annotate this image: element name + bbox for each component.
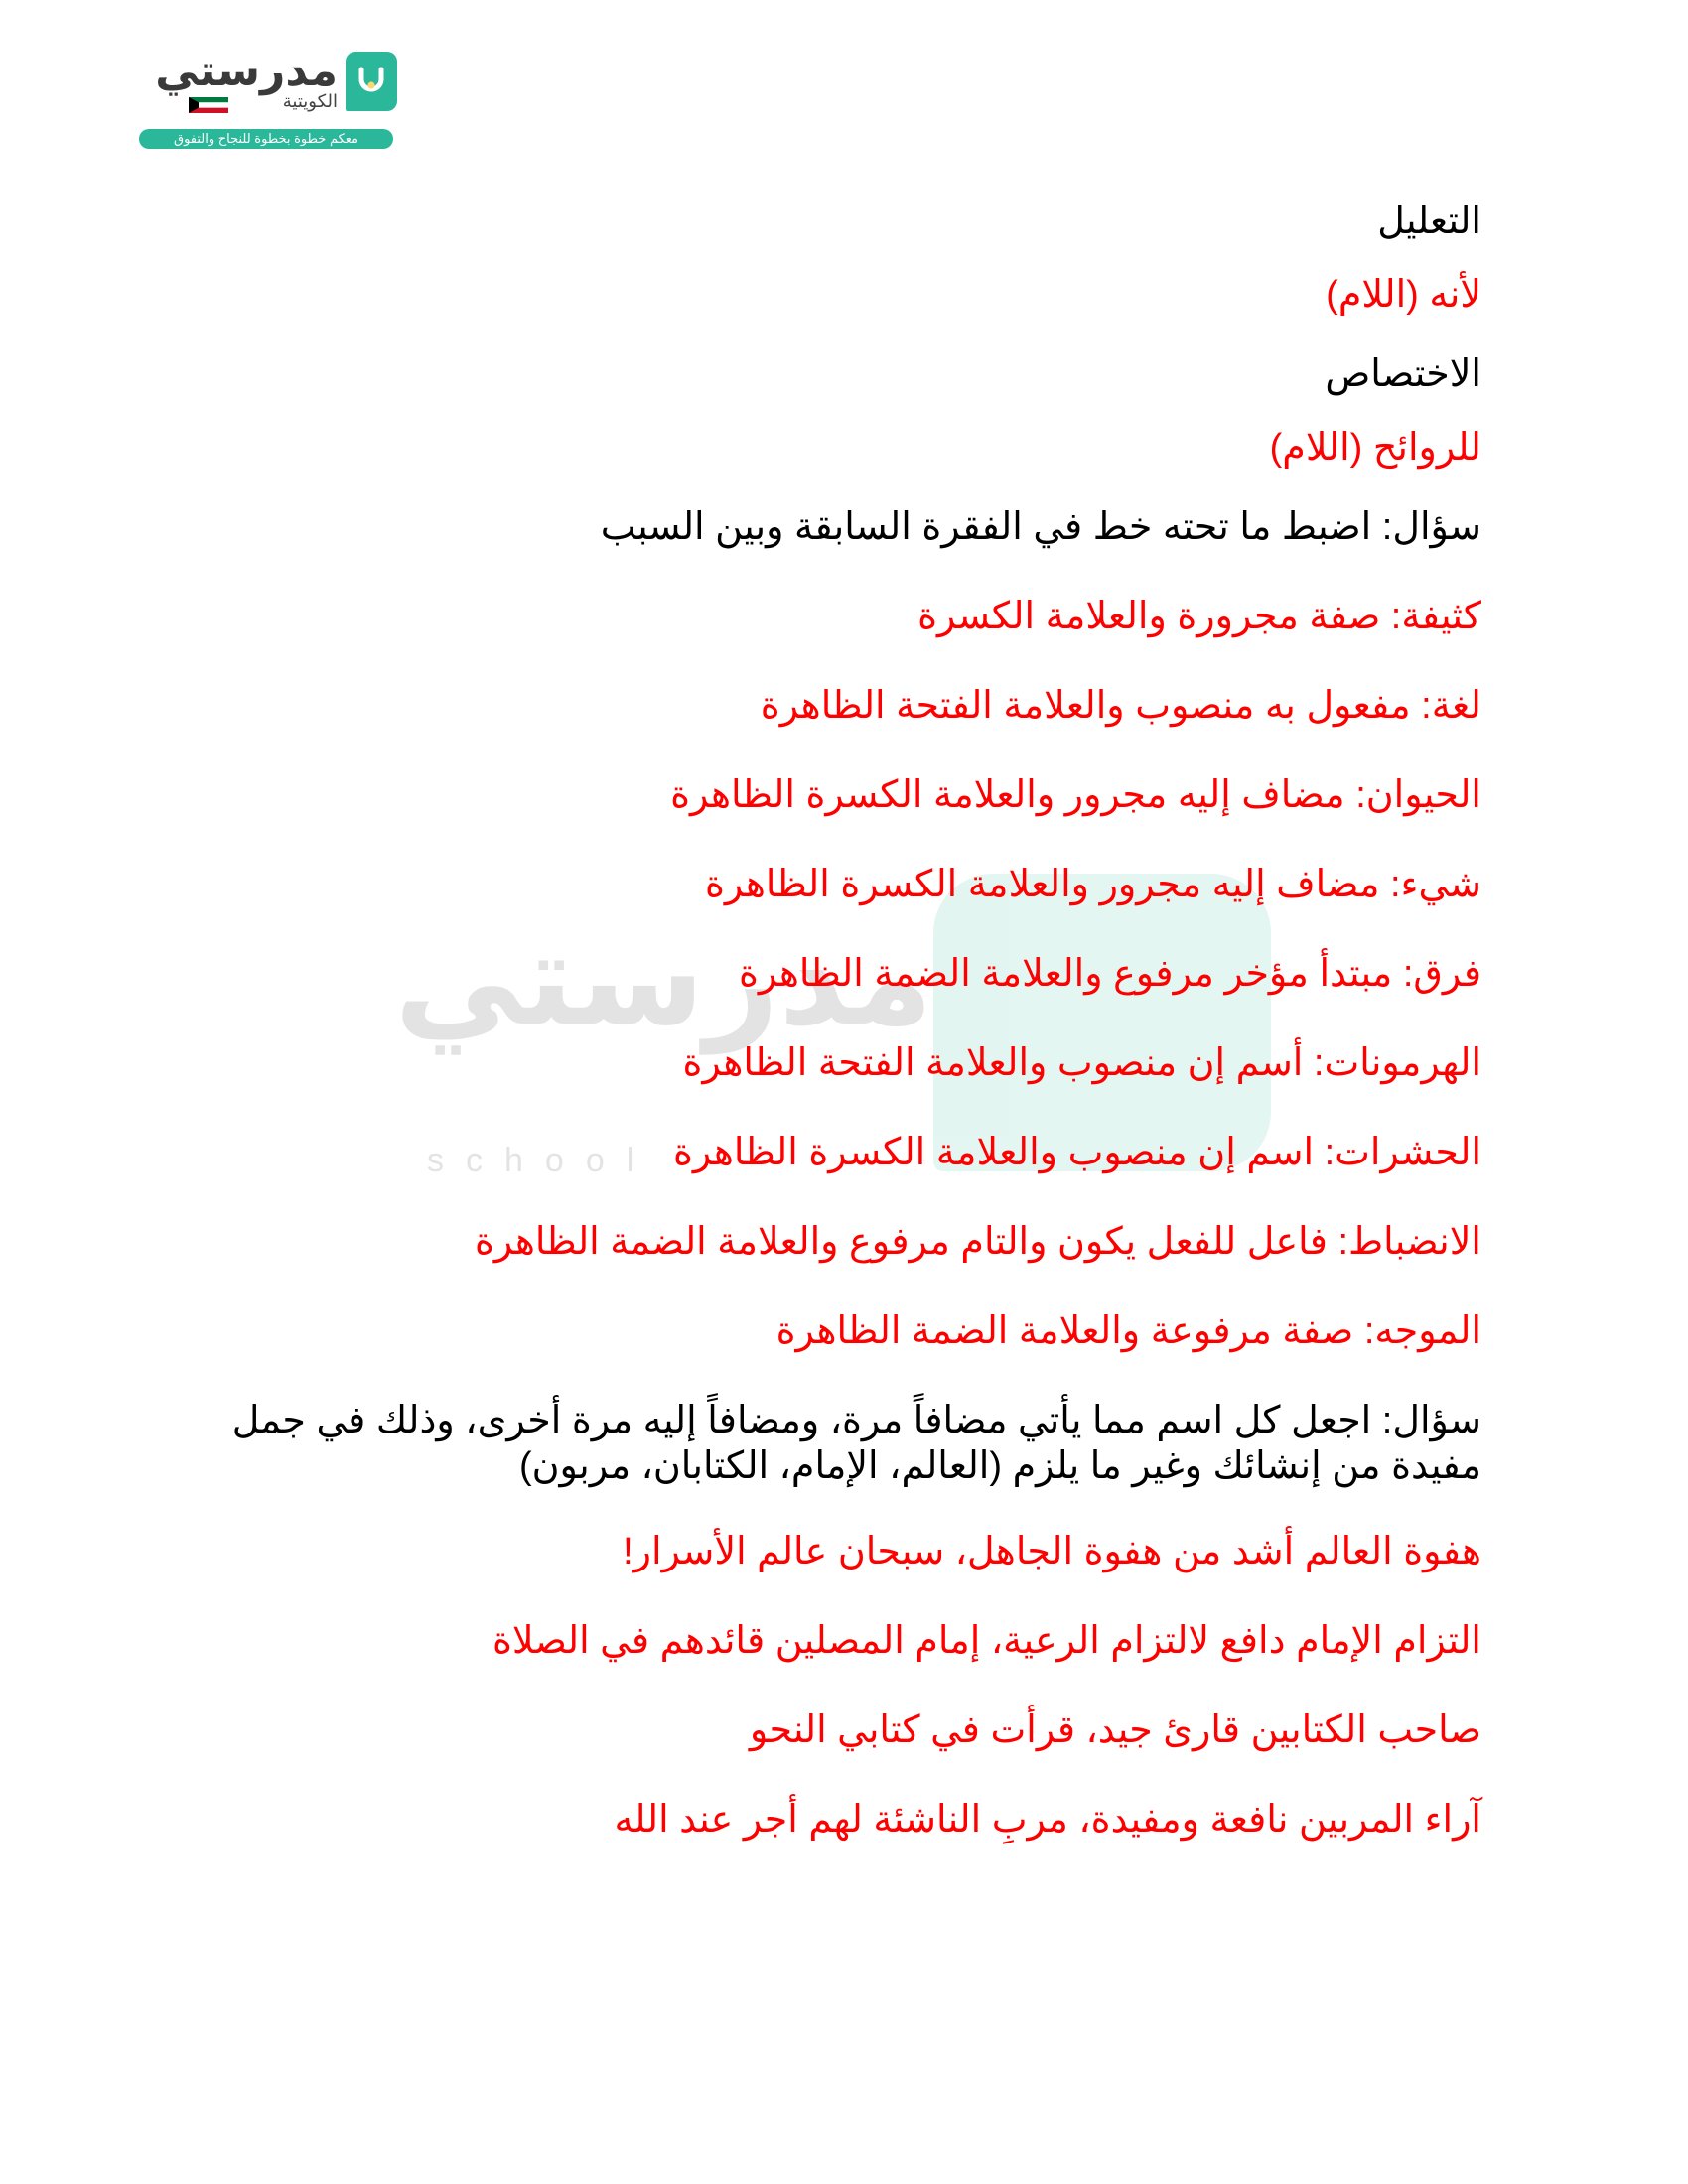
label-specification: الاختصاص (1325, 353, 1481, 395)
answer-line: شيء: مضاف إليه مجرور والعلامة الكسرة الظاهرة (704, 864, 1481, 905)
label-reason: التعليل (1377, 201, 1481, 242)
answer-line: فرق: مبتدأ مؤخر مرفوع والعلامة الضمة الظاهرة (739, 953, 1481, 995)
answer-line: كثيفة: صفة مجرورة والعلامة الكسرة (917, 596, 1481, 637)
answer-reason: لأنه (اللام) (1326, 274, 1481, 316)
answer-line: التزام الإمام دافع لالتزام الرعية، إمام المصلين قائدهم في الصلاة (492, 1620, 1481, 1662)
answer-line: هفوة العالم أشد من هفوة الجاهل، سبحان عالم الأسرار! (623, 1531, 1481, 1572)
logo-name: مدرستي (155, 47, 338, 95)
question-2: سؤال: اجعل كل اسم مما يأتي مضافاً مرة، ومضافاً إليه مرة أخرى، وذلك في جمل مفيدة من إنشائك وغير ما يلزم (العالم، الإمام، الكتابان، مربون) (231, 1400, 1481, 1487)
answer-line: الحيوان: مضاف إليه مجرور والعلامة الكسرة الظاهرة (670, 774, 1481, 816)
answer-line: الانضباط: فاعل للفعل يكون والتام مرفوع والعلامة الضمة الظاهرة (474, 1221, 1481, 1263)
question-1: سؤال: اضبط ما تحته خط في الفقرة السابقة وبين السبب (600, 506, 1481, 548)
answer-line: الحشرات: اسم إن منصوب والعلامة الكسرة الظاهرة (672, 1132, 1481, 1173)
kuwait-flag-icon (189, 97, 228, 113)
logo-tagline: معكم خطوة بخطوة للنجاح والتفوق (139, 129, 393, 149)
brand-logo (139, 47, 397, 151)
logo-subtitle: الكويتية (282, 91, 338, 111)
answer-line: صاحب الكتابين قارئ جيد، قرأت في كتابي النحو (749, 1709, 1481, 1751)
document-body (199, 199, 1481, 1843)
watermark-name: مدرستي (394, 906, 933, 1051)
answer-line: لغة: مفعول به منصوب والعلامة الفتحة الظاهرة (760, 685, 1481, 727)
answer-specification: للروائح (اللام) (1269, 427, 1481, 469)
watermark-site: school (427, 1142, 656, 1179)
logo-badge-icon (346, 52, 397, 111)
answer-line: آراء المربين نافعة ومفيدة، مربِ الناشئة لهم أجر عند الله (614, 1799, 1481, 1841)
answer-line: الموجه: صفة مرفوعة والعلامة الضمة الظاهرة (775, 1310, 1481, 1352)
answer-line: الهرمونات: أسم إن منصوب والعلامة الفتحة الظاهرة (682, 1042, 1481, 1084)
